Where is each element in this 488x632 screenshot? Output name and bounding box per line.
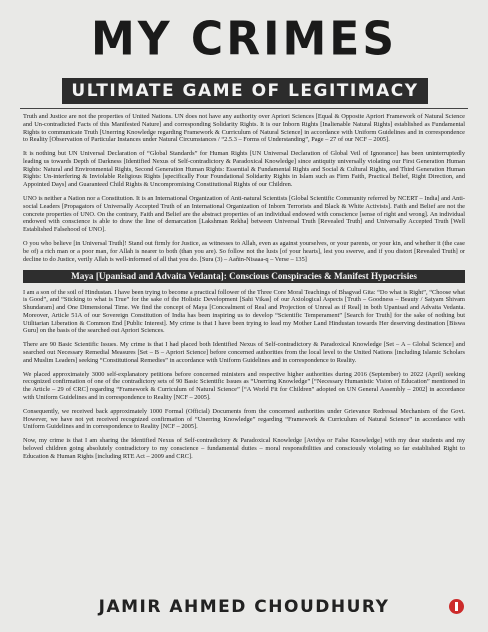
blurb-body xyxy=(23,113,465,467)
quran-quote: O you who believe [in Universal Truth]! Stand out firmly for Justice, as witnesses to Allah, even as against yourselves, or your parents, or your kin, and whether it (the case be of) a rich man or a poor man, for Allah is nearer to both (than you are). So follow not the lusts [of your hearts], lest you swerve, and if you distort [Revealed Truth] or decline to do Justice, verily Allah is well-informed of all that you do. [Sura (3) – Aañin-Nisaaa-q – Verse – 135] xyxy=(23,240,465,263)
divider-top xyxy=(20,108,468,109)
section-heading: Maya [Upanisad and Advaita Vedanta]: Conscious Conspiracies & Manifest Hypocrisies xyxy=(23,270,465,283)
publisher-logo-icon xyxy=(449,599,464,614)
paragraph: Truth and Justice are not the properties of United Nations. UN does not have any authority over Apriori Sciences [Equal & Opposite Apriori Framework of Natural Science and Un-contradicted Facts of this Manifested Nature] and corresponding Solidarity Rights. It is our Inborn Rights [Inalienable Natural Rights] established as Fundamental Rights to communicate Truth [Unerring Knowledge regarding Framework & Curriculum of Natural Science] in accordance with Uniform Guidelines and in correspondence to Reality [Observation of Particular Instances under Natural Circumstances / “2.5.3 – Forms of Understanding”, Page – 27 of our NCF – 2005]. xyxy=(23,113,465,144)
book-title: MY CRIMES xyxy=(90,12,398,67)
paragraph: UNO is neither a Nation nor a Constitution. It is an International Organization of Anti-natural Scientists [Global Scientific Community referred by NCERT – India] and Anti-social Leaders [Propagators of Universally Accepted Truth of an International Organization of Inborn Terrorists and Black & White Activists]. Faith and Belief are not the concrete properties of UNO. On the contrary, Faith and Belief are the abstract properties of an individual endowed with conscience [sense of right and wrong]. An individual endowed with conscience is able to draw the line of demarcation [Lakshman Rekha] between Universal Truth [Revealed Truth] and Universally Accepted Truth [Well Established Falsehood of UNO]. xyxy=(23,195,465,234)
paragraph: We placed approximately 3000 self-explanatory petitions before concerned ministers and respective higher authorities during 2016 (September) to 2022 (April) seeking recognized confirmation of one of the contradictory sets of 90 Basic Scientific Issues as “Unerring Knowledge” [“Necessary Humanistic Vision of Education” mentioned in the Article – 29 of CRC] regarding “Framework & Curriculum of Natural Science” [“A World Fit for Children” adopted on UN General Assembly – 2002] in accordance with Uniform Guidelines and in correspondence to Reality [NCF – 2005]. xyxy=(23,370,465,401)
paragraph: Now, my crime is that I am sharing the Identified Nexus of Self-contradictory & Paradoxical Knowledge [Avidya or False Knowledge] with my dear students and my beloved children going absolutely contradictory to my conscience – fundamental duties – moral responsibilities and consciously violating so far established Right to Education & Human Rights [including RTE Act – 2009 and CRC]. xyxy=(23,437,465,460)
book-subtitle: ULTIMATE GAME OF LEGITIMACY xyxy=(62,78,428,104)
paragraph: I am a son of the soil of Hindustan. I have been trying to become a practical follower of the Three Core Moral Teachings of Bhagvad Gita: “Do what is Right”, “Choose what is Good”, and “Sticking to what is True” for the sake of the Holistic Development [Sahi Vikas] of our Axiological Aspects [Truth – Goodness – Beauty / Satyam Shivam Shundaram] and One Dimensional Time. We find the concept of Maya [Concealment of Real and Projection of Unreal as if Real] in both Upanisad and Advaita Vedanta. Moreover, Article 51A of our Sovereign Constitution of India has been inspiring us to develop “Scientific Temperament” [Search for Truth] for the sake of nothing but Utilitarian Liberation & Common End [Public Interest]. My crime is that I have been trying to lead my Mother Land Hindustan towards Her deserving destination [Biswa Guru] on the basis of the searched out Apriori Sciences. xyxy=(23,288,465,335)
author-name: JAMIR AHMED CHOUDHURY xyxy=(98,597,390,617)
paragraph: Consequently, we received back approximately 1000 Formal (Official) Documents from the concerned authorities under Grievance Redressal Mechanism of the Govt. However, we have not yet received recognized confirmation of “Unerring Knowledge” regarding “Framework & Curriculum of Natural Science” in accordance with Uniform Guidelines and in correspondence to Reality [NCF – 2005]. xyxy=(23,407,465,431)
paragraph: It is nothing but UN Universal Declaration of “Global Standards” for Human Rights [UN Universal Declaration of Global Veil of Ignorance] has been uninterruptedly leading us towards Depth of Darkness [Identified Nexus of Self-contradictory & Paradoxical Knowledge] since antiquity universally violating our First Generation Human Rights: Natural and Environmental Rights, Second Generation Human Rights: Essential & Fundamental Rights and Social & Cultural Rights, and Third Generation Human Rights: Un-interfering & Inviolable Religious Rights [specifically Four Foundational Solidarity Rights in Islam such as Firm Faith, Practical Belief, Right Direction, and Appointed Days] and Guaranteed Child Rights & Uncompromising Constitutional Rights of our Children. xyxy=(23,150,465,189)
paragraph: There are 90 Basic Scientific Issues. My crime is that I had placed both Identified Nexus of Self-contradictory & Paradoxical Knowledge [Set – A – Global Science] and searched out Necessary Remedial Measures [Set – B – Apriori Science] before concerned authorities from the local level to the United Nations [including Islamic Scholars and Muslim Leaders] seeking “Constitutional Remedies” in accordance with Uniform Guidelines and in correspondence to Reality. xyxy=(23,341,465,364)
